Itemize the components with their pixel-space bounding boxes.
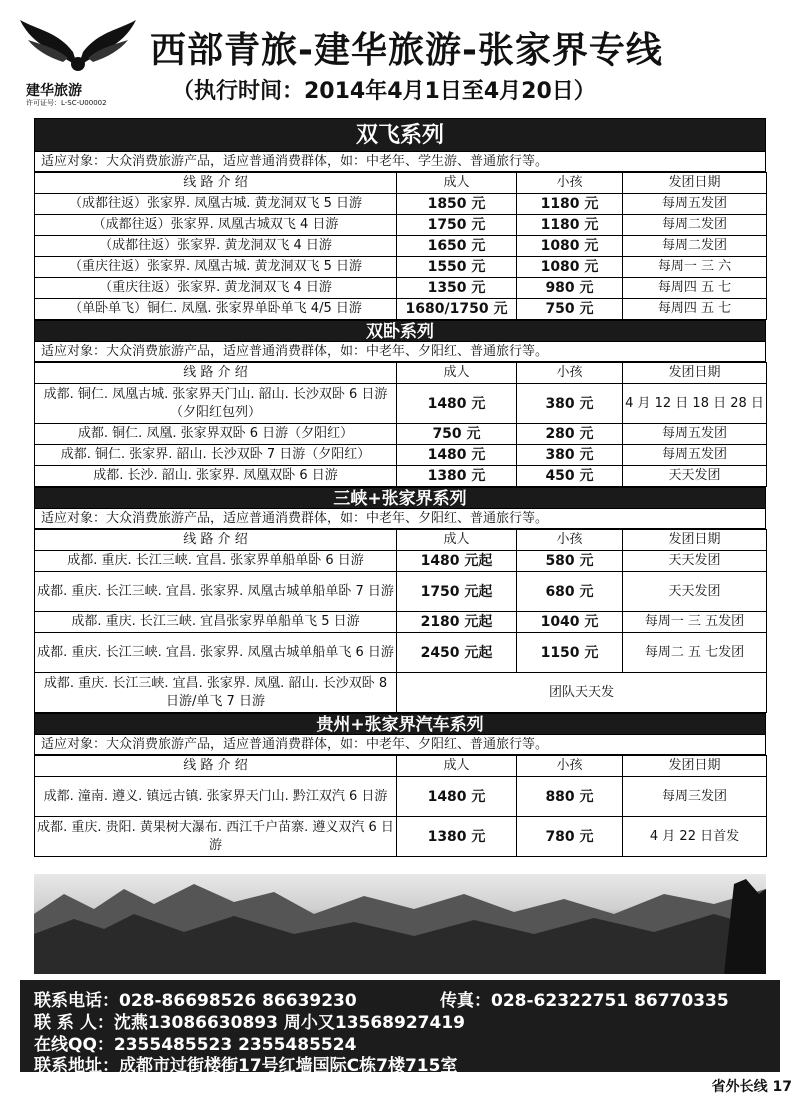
route-cell: 成都. 重庆. 长江三峡. 宜昌. 张家界. 凤凰. 韶山. 长沙双卧 8 日游/单飞 7 日游: [35, 673, 397, 713]
tour-table: [34, 362, 767, 487]
child-price: 1180 元: [517, 215, 623, 236]
child-price: 580 元: [517, 551, 623, 572]
col-adult: 成人: [397, 173, 517, 194]
section-title: 贵州+张家界汽车系列: [34, 713, 766, 735]
table-header-row: [35, 756, 767, 777]
page-label: 省外长线 17: [711, 1079, 792, 1095]
section-double-sleeper: [34, 320, 766, 487]
route-cell: 成都. 重庆. 长江三峡. 宜昌. 张家界单船单卧 6 日游: [35, 551, 397, 572]
contact-person: 联 系 人：沈燕13086630893 周小又13568927419: [34, 1013, 465, 1033]
group-note: 团队天天发: [397, 673, 767, 713]
table-row: [35, 777, 767, 817]
child-price: 1150 元: [517, 633, 623, 673]
departure-date: 每周五发团: [623, 194, 767, 215]
adult-price: 1480 元起: [397, 551, 517, 572]
tour-table: [34, 529, 767, 713]
route-cell: （成都往返）张家界. 凤凰古城双飞 4 日游: [35, 215, 397, 236]
landscape-photo: [34, 874, 766, 974]
departure-date: 每周二 五 七发团: [623, 633, 767, 673]
table-row: [35, 612, 767, 633]
header: [0, 0, 800, 118]
table-row: [35, 466, 767, 487]
route-cell: 成都. 铜仁. 凤凰古城. 张家界天门山. 韶山. 长沙双卧 6 日游（夕阳红包列）: [35, 384, 397, 424]
table-header-row: [35, 173, 767, 194]
section-audience: 适应对象：大众消费旅游产品，适应普通消费群体，如：中老年、学生游、普通旅行等。: [34, 152, 766, 172]
route-cell: （单卧单飞）铜仁. 凤凰. 张家界单卧单飞 4/5 日游: [35, 299, 397, 320]
adult-price: 1750 元: [397, 215, 517, 236]
page-title: 西部青旅-建华旅游-张家界专线: [150, 30, 663, 71]
adult-price: 1750 元起: [397, 572, 517, 612]
departure-date: 每周四 五 七: [623, 299, 767, 320]
adult-price: 1380 元: [397, 466, 517, 487]
table-row: [35, 278, 767, 299]
departure-date: 每周五发团: [623, 424, 767, 445]
departure-date: 每周四 五 七: [623, 278, 767, 299]
section-audience: 适应对象：大众消费旅游产品，适应普通消费群体，如：中老年、夕阳红、普通旅行等。: [34, 735, 766, 755]
route-cell: 成都. 重庆. 长江三峡. 宜昌张家界单船单飞 5 日游: [35, 612, 397, 633]
departure-date: 4 月 22 日首发: [623, 817, 767, 857]
validity-period: （执行时间：2014年4月1日至4月20日）: [172, 79, 596, 104]
table-row: [35, 551, 767, 572]
section-audience: 适应对象：大众消费旅游产品，适应普通消费群体，如：中老年、夕阳红、普通旅行等。: [34, 509, 766, 529]
contact-qq: 在线QQ：2355485523 2355485524: [34, 1035, 357, 1055]
col-date: 发团日期: [623, 530, 767, 551]
contact-panel: [20, 980, 780, 1076]
route-cell: 成都. 铜仁. 张家界. 韶山. 长沙双卧 7 日游（夕阳红）: [35, 445, 397, 466]
child-price: 380 元: [517, 445, 623, 466]
contact-phone: 联系电话：028-86698526 86639230: [34, 991, 357, 1011]
table-row: [35, 445, 767, 466]
table-row: [35, 817, 767, 857]
col-date: 发团日期: [623, 173, 767, 194]
table-header-row: [35, 363, 767, 384]
child-price: 680 元: [517, 572, 623, 612]
contact-fax: 传真：028-62322751 86770335: [440, 991, 729, 1011]
adult-price: 1480 元: [397, 384, 517, 424]
adult-price: 2180 元起: [397, 612, 517, 633]
route-cell: （重庆往返）张家界. 凤凰古城. 黄龙洞双飞 5 日游: [35, 257, 397, 278]
section-audience: 适应对象：大众消费旅游产品，适应普通消费群体，如：中老年、夕阳红、普通旅行等。: [34, 342, 766, 362]
child-price: 750 元: [517, 299, 623, 320]
tour-table: [34, 172, 767, 320]
contact-address: 联系地址：成都市过街楼街17号红墙国际C栋7楼715室: [34, 1056, 458, 1076]
adult-price: 1480 元: [397, 777, 517, 817]
col-adult: 成人: [397, 530, 517, 551]
table-row: [35, 236, 767, 257]
col-date: 发团日期: [623, 756, 767, 777]
adult-price: 1380 元: [397, 817, 517, 857]
adult-price: 1350 元: [397, 278, 517, 299]
departure-date: 每周一 三 五发团: [623, 612, 767, 633]
departure-date: 每周五发团: [623, 445, 767, 466]
col-child: 小孩: [517, 756, 623, 777]
col-child: 小孩: [517, 363, 623, 384]
route-cell: （重庆往返）张家界. 黄龙洞双飞 4 日游: [35, 278, 397, 299]
adult-price: 2450 元起: [397, 633, 517, 673]
wings-logo-icon: [18, 12, 138, 82]
departure-date: 天天发团: [623, 572, 767, 612]
brand-name: 建华旅游: [26, 83, 82, 99]
route-cell: 成都. 铜仁. 凤凰. 张家界双卧 6 日游（夕阳红）: [35, 424, 397, 445]
route-cell: 成都. 重庆. 长江三峡. 宜昌. 张家界. 凤凰古城单船单卧 7 日游: [35, 572, 397, 612]
adult-price: 1850 元: [397, 194, 517, 215]
tour-tables: [34, 118, 766, 857]
child-price: 1040 元: [517, 612, 623, 633]
route-cell: 成都. 重庆. 贵阳. 黄果树大瀑布. 西江千户苗寨. 遵义双汽 6 日游: [35, 817, 397, 857]
license-number: 许可证号：L-SC-U00002: [26, 99, 107, 107]
child-price: 1080 元: [517, 236, 623, 257]
route-cell: 成都. 重庆. 长江三峡. 宜昌. 张家界. 凤凰古城单船单飞 6 日游: [35, 633, 397, 673]
col-child: 小孩: [517, 173, 623, 194]
col-adult: 成人: [397, 363, 517, 384]
col-route: 线 路 介 绍: [35, 173, 397, 194]
col-child: 小孩: [517, 530, 623, 551]
section-guizhou-bus: [34, 713, 766, 857]
child-price: 1180 元: [517, 194, 623, 215]
table-row: [35, 633, 767, 673]
adult-price: 750 元: [397, 424, 517, 445]
table-row: [35, 673, 767, 713]
child-price: 450 元: [517, 466, 623, 487]
route-cell: 成都. 长沙. 韶山. 张家界. 凤凰双卧 6 日游: [35, 466, 397, 487]
departure-date: 每周三发团: [623, 777, 767, 817]
section-double-flight: [34, 118, 766, 320]
child-price: 1080 元: [517, 257, 623, 278]
departure-date: 每周二发团: [623, 236, 767, 257]
table-row: [35, 424, 767, 445]
adult-price: 1650 元: [397, 236, 517, 257]
mountain-silhouette-icon: [34, 874, 766, 974]
col-route: 线 路 介 绍: [35, 363, 397, 384]
departure-date: 天天发团: [623, 551, 767, 572]
col-route: 线 路 介 绍: [35, 756, 397, 777]
adult-price: 1480 元: [397, 445, 517, 466]
table-row: [35, 194, 767, 215]
table-row: [35, 299, 767, 320]
section-title: 双飞系列: [34, 118, 766, 152]
tour-table: [34, 755, 767, 857]
child-price: 880 元: [517, 777, 623, 817]
adult-price: 1550 元: [397, 257, 517, 278]
child-price: 980 元: [517, 278, 623, 299]
table-row: [35, 257, 767, 278]
departure-date: 4 月 12 日 18 日 28 日: [623, 384, 767, 424]
route-cell: 成都. 潼南. 遵义. 镇远古镇. 张家界天门山. 黔江双汽 6 日游: [35, 777, 397, 817]
child-price: 380 元: [517, 384, 623, 424]
child-price: 780 元: [517, 817, 623, 857]
adult-price: 1680/1750 元: [397, 299, 517, 320]
route-cell: （成都往返）张家界. 黄龙洞双飞 4 日游: [35, 236, 397, 257]
departure-date: 每周二发团: [623, 215, 767, 236]
table-row: [35, 215, 767, 236]
table-header-row: [35, 530, 767, 551]
col-route: 线 路 介 绍: [35, 530, 397, 551]
section-three-gorges: [34, 487, 766, 713]
table-row: [35, 384, 767, 424]
departure-date: 每周一 三 六: [623, 257, 767, 278]
col-adult: 成人: [397, 756, 517, 777]
section-title: 三峡+张家界系列: [34, 487, 766, 509]
route-cell: （成都往返）张家界. 凤凰古城. 黄龙洞双飞 5 日游: [35, 194, 397, 215]
departure-date: 天天发团: [623, 466, 767, 487]
child-price: 280 元: [517, 424, 623, 445]
section-title: 双卧系列: [34, 320, 766, 342]
table-row: [35, 572, 767, 612]
col-date: 发团日期: [623, 363, 767, 384]
